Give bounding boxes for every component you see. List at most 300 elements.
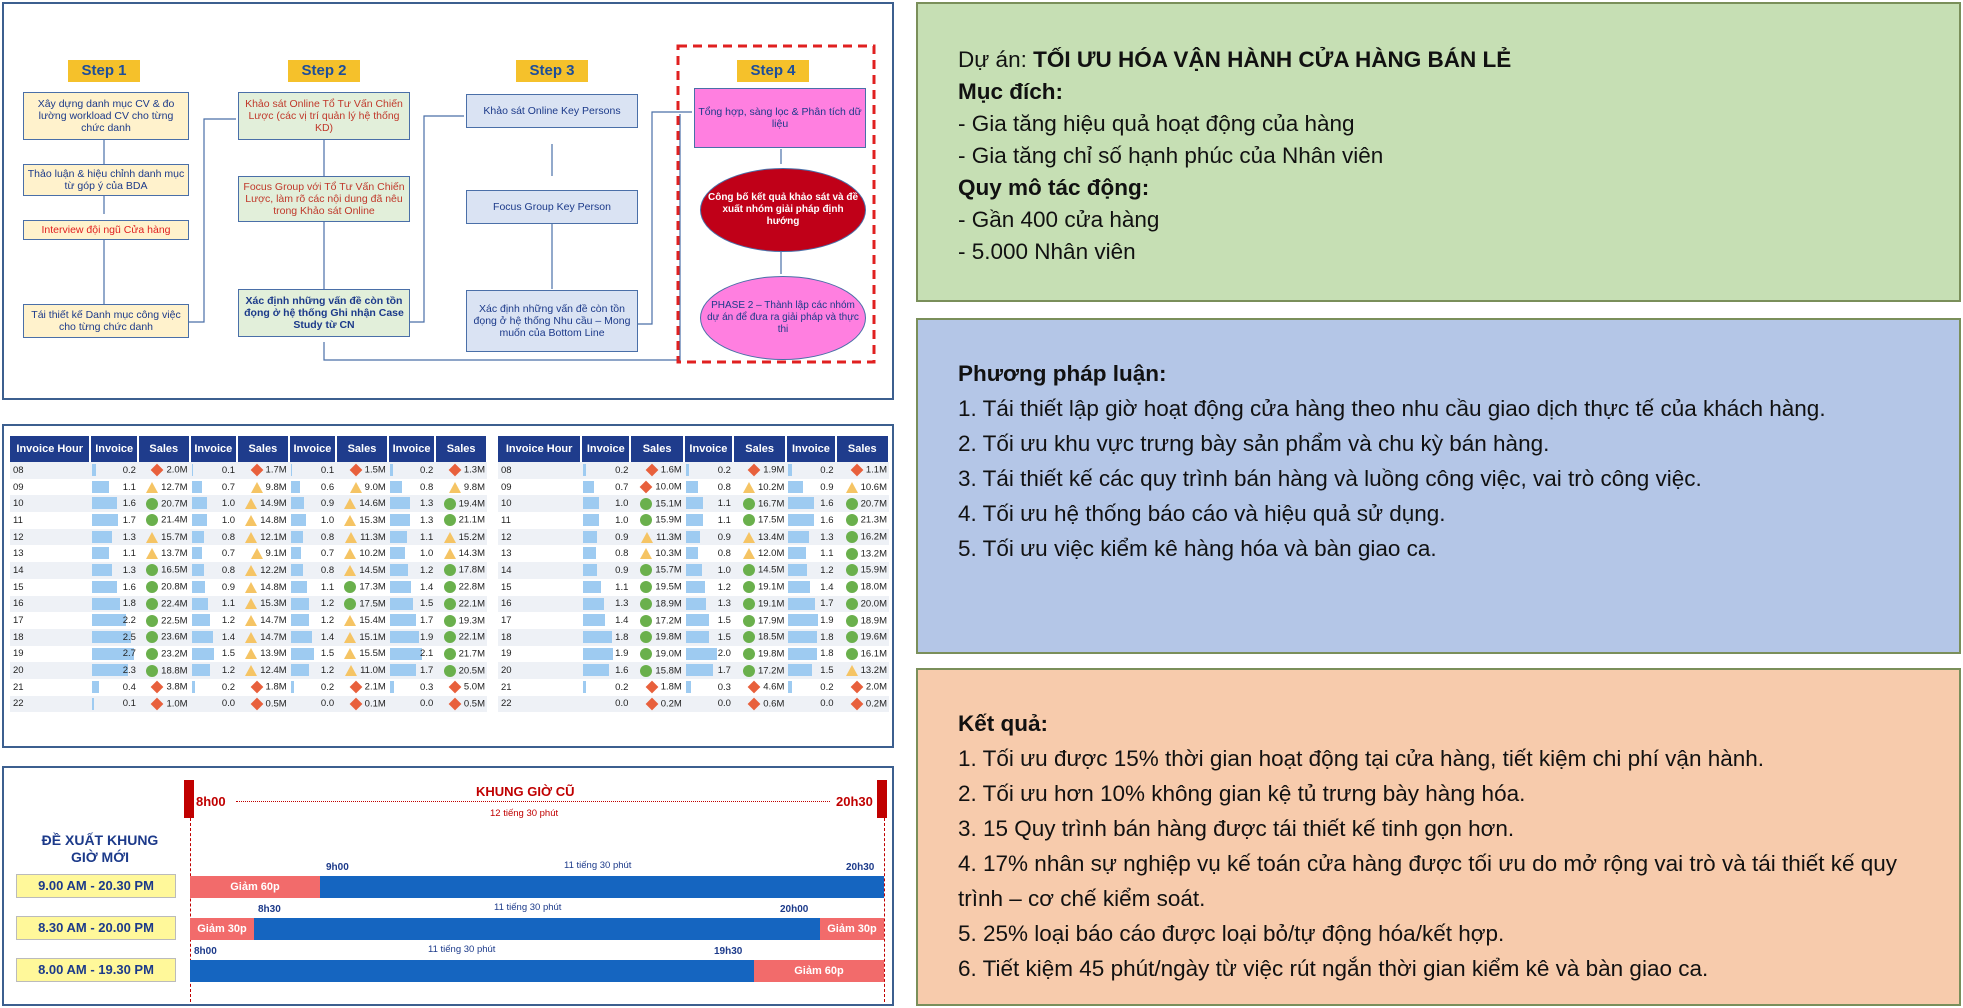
- sales-cell: 14.8M: [237, 579, 289, 596]
- hour-cell: 20: [10, 662, 90, 679]
- sales-cell: 20.5M: [435, 662, 487, 679]
- invoice-cell: 1.5: [289, 646, 336, 663]
- step4-oval-phase2: PHASE 2 – Thành lập các nhóm dự án để đưa ra giải pháp và thực thi: [700, 276, 866, 360]
- high-circle-icon: [146, 598, 158, 610]
- high-circle-icon: [743, 498, 755, 510]
- sales-cell: 11.3M: [336, 529, 388, 546]
- low-diamond-icon: [151, 681, 164, 694]
- invoice-bar: [92, 564, 112, 576]
- mid-triangle-icon: [245, 565, 257, 576]
- high-circle-icon: [444, 498, 456, 510]
- invoice-cell: 0.2: [289, 679, 336, 696]
- end-guide: [884, 818, 885, 1002]
- invoice-cell: 1.3: [388, 512, 435, 529]
- mid-triangle-icon: [344, 498, 356, 509]
- invoice-bar: [583, 681, 586, 693]
- invoice-cell: 1.9: [581, 646, 630, 663]
- step3-box-2: Focus Group Key Person: [466, 190, 638, 224]
- sales-cell: 15.9M: [836, 562, 890, 579]
- sales-cell: 3.8M: [138, 679, 190, 696]
- invoice-bar: [686, 631, 710, 643]
- sales-cell: 21.4M: [138, 512, 190, 529]
- table-row: [10, 679, 487, 696]
- step1-box-1: Xây dựng danh mục CV & đo lường workload CV cho từng chức danh: [23, 92, 189, 140]
- invoice-cell: 0.9: [684, 529, 733, 546]
- hour-cell: 15: [13, 581, 24, 593]
- sales-cell: 12.2M: [237, 562, 289, 579]
- sales-cell: 14.5M: [336, 562, 388, 579]
- option-1-duration: 11 tiếng 30 phút: [564, 860, 632, 871]
- invoice-bar: [788, 581, 810, 593]
- sales-cell: 1.8M: [630, 679, 683, 696]
- invoice-bar: [788, 481, 802, 493]
- table-header: Invoice Hour: [498, 436, 581, 462]
- hour-cell: 21: [13, 681, 24, 693]
- invoice-cell: 0.9: [786, 479, 835, 496]
- low-diamond-icon: [250, 681, 263, 694]
- invoice-bar: [92, 681, 98, 693]
- invoice-bar: [92, 614, 126, 626]
- invoice-cell: 0.8: [388, 479, 435, 496]
- mid-triangle-icon: [245, 582, 257, 593]
- result-item: 2. Tối ưu hơn 10% không gian kệ tủ trưng bày hàng hóa.: [958, 781, 1526, 806]
- method-item: 3. Tái thiết kế các quy trình bán hàng và luồng công việc, vai trò công việc.: [958, 466, 1702, 491]
- high-circle-icon: [846, 531, 858, 543]
- table-row: [10, 545, 487, 562]
- invoice-bar: [390, 664, 416, 676]
- high-circle-icon: [444, 514, 456, 526]
- table-row: [10, 462, 487, 479]
- invoice-cell: 0.9: [581, 529, 630, 546]
- hour-cell: 12: [10, 529, 90, 546]
- invoice-cell: 2.5: [90, 629, 137, 646]
- high-circle-icon: [846, 598, 858, 610]
- table-row: [10, 479, 487, 496]
- hour-cell: 19: [501, 648, 512, 660]
- table-row: [498, 629, 889, 646]
- invoice-bar: [390, 581, 411, 593]
- mid-triangle-icon: [245, 665, 257, 676]
- invoice-bar: [92, 698, 94, 710]
- sales-cell: 16.5M: [138, 562, 190, 579]
- invoice-bar: [788, 514, 813, 526]
- old-hours-title: KHUNG GIỜ CŨ: [476, 784, 575, 799]
- invoice-bar: [291, 497, 305, 509]
- project-title: TỐI ƯU HÓA VẬN HÀNH CỬA HÀNG BÁN LẺ: [1033, 47, 1512, 72]
- invoice-bar: [788, 531, 809, 543]
- sales-cell: 9.1M: [237, 545, 289, 562]
- hour-cell: 20: [498, 662, 581, 679]
- high-circle-icon: [146, 514, 158, 526]
- invoice-bar: [686, 681, 691, 693]
- invoice-bar: [291, 547, 302, 559]
- invoice-cell: 0.2: [786, 462, 835, 479]
- result-item: 6. Tiết kiệm 45 phút/ngày từ việc rút ngắn thời gian kiểm kê và bàn giao ca.: [958, 956, 1709, 981]
- mid-triangle-icon: [245, 515, 257, 526]
- scale-item: - Gần 400 cửa hàng: [958, 207, 1160, 232]
- sales-cell: 14.6M: [336, 495, 388, 512]
- table-header: Invoice: [684, 436, 733, 462]
- low-diamond-icon: [851, 464, 864, 477]
- table-row: [498, 512, 889, 529]
- invoice-bar: [192, 514, 207, 526]
- sales-table-right: [498, 436, 890, 712]
- sales-cell: 18.9M: [630, 596, 683, 613]
- invoice-cell: 0.2: [190, 679, 237, 696]
- low-diamond-icon: [151, 464, 164, 477]
- sales-cell: 14.5M: [733, 562, 786, 579]
- invoice-bar: [291, 648, 314, 660]
- high-circle-icon: [846, 548, 858, 560]
- invoice-bar: [291, 614, 309, 626]
- old-start-marker: [184, 780, 194, 818]
- invoice-bar: [390, 514, 410, 526]
- invoice-cell: 0.2: [684, 462, 733, 479]
- invoice-bar: [390, 531, 407, 543]
- high-circle-icon: [146, 648, 158, 660]
- invoice-cell: 1.2: [388, 562, 435, 579]
- invoice-cell: 1.5: [786, 662, 835, 679]
- invoice-bar: [192, 598, 209, 610]
- invoice-bar: [788, 631, 816, 643]
- option-3-start: 8h00: [194, 946, 217, 957]
- invoice-bar: [686, 497, 703, 509]
- hour-cell: 19: [13, 648, 24, 660]
- invoice-bar: [686, 514, 703, 526]
- invoice-bar: [390, 497, 410, 509]
- invoice-cell: 0.7: [190, 479, 237, 496]
- sales-cell: 10.3M: [630, 545, 683, 562]
- low-diamond-icon: [250, 698, 263, 711]
- option-1-end: 20h30: [846, 862, 875, 873]
- invoice-cell: 1.3: [388, 495, 435, 512]
- table-row: [498, 646, 889, 663]
- hour-cell: 08: [10, 462, 90, 479]
- invoice-bar: [192, 547, 203, 559]
- invoice-cell: 1.1: [90, 545, 137, 562]
- table-row: [498, 579, 889, 596]
- option-2-start: 8h30: [258, 904, 281, 915]
- invoice-bar: [583, 614, 605, 626]
- invoice-cell: 0.0: [786, 696, 835, 713]
- invoice-cell: 0.8: [190, 529, 237, 546]
- high-circle-icon: [743, 615, 755, 627]
- sales-cell: 2.0M: [836, 679, 890, 696]
- table-row: [498, 545, 889, 562]
- low-diamond-icon: [748, 698, 761, 711]
- invoice-cell: 1.7: [90, 512, 137, 529]
- high-circle-icon: [846, 514, 858, 526]
- mid-triangle-icon: [640, 548, 652, 559]
- high-circle-icon: [640, 514, 652, 526]
- low-diamond-icon: [151, 698, 164, 711]
- invoice-cell: 0.8: [684, 545, 733, 562]
- sales-cell: 15.2M: [435, 529, 487, 546]
- invoice-bar: [92, 481, 109, 493]
- low-diamond-icon: [748, 464, 761, 477]
- invoice-cell: 1.6: [90, 579, 137, 596]
- sales-cell: 22.8M: [435, 579, 487, 596]
- invoice-bar: [390, 631, 419, 643]
- hour-cell: 09: [13, 481, 24, 493]
- invoice-cell: 0.8: [289, 562, 336, 579]
- mid-triangle-icon: [743, 532, 755, 543]
- low-diamond-icon: [449, 681, 462, 694]
- invoice-bar: [192, 664, 210, 676]
- high-circle-icon: [640, 498, 652, 510]
- sales-cell: 21.1M: [435, 512, 487, 529]
- invoice-cell: 1.1: [786, 545, 835, 562]
- invoice-cell: 1.7: [684, 662, 733, 679]
- high-circle-icon: [743, 631, 755, 643]
- invoice-cell: 0.2: [581, 679, 630, 696]
- invoice-cell: 1.5: [190, 646, 237, 663]
- invoice-bar: [686, 648, 718, 660]
- invoice-bar: [583, 664, 608, 676]
- invoice-cell: 1.0: [190, 512, 237, 529]
- old-end-marker: [877, 780, 887, 818]
- method-item: 4. Tối ưu hệ thống báo cáo và hiệu quả sử dụng.: [958, 501, 1446, 526]
- table-header: Sales: [138, 436, 190, 462]
- invoice-cell: 1.5: [684, 612, 733, 629]
- sales-cell: 16.1M: [836, 646, 890, 663]
- invoice-cell: 1.6: [90, 495, 137, 512]
- sales-cell: 9.8M: [237, 479, 289, 496]
- invoice-bar: [686, 547, 699, 559]
- invoice-cell: 0.9: [581, 562, 630, 579]
- high-circle-icon: [846, 581, 858, 593]
- invoice-cell: 1.2: [289, 596, 336, 613]
- high-circle-icon: [743, 598, 755, 610]
- invoice-cell: 0.0: [190, 696, 237, 713]
- mid-triangle-icon: [245, 632, 257, 643]
- method-item: 5. Tối ưu việc kiểm kê hàng hóa và bàn giao ca.: [958, 536, 1437, 561]
- invoice-bar: [92, 497, 116, 509]
- hour-cell: 13: [13, 548, 24, 560]
- high-circle-icon: [444, 665, 456, 677]
- table-header: Invoice: [786, 436, 835, 462]
- invoice-bar: [686, 614, 710, 626]
- invoice-cell: 1.7: [388, 662, 435, 679]
- invoice-bar: [390, 648, 422, 660]
- option-3-duration: 11 tiếng 30 phút: [428, 944, 496, 955]
- invoice-cell: 1.6: [786, 512, 835, 529]
- option-1-bar: [320, 876, 884, 898]
- invoice-bar: [686, 664, 713, 676]
- sales-cell: 19.0M: [630, 646, 683, 663]
- sales-cell: 14.9M: [237, 495, 289, 512]
- sales-cell: 13.4M: [733, 529, 786, 546]
- sales-cell: 19.6M: [836, 629, 890, 646]
- sales-cell: 2.1M: [336, 679, 388, 696]
- invoice-bar: [92, 531, 112, 543]
- step1-box-3: Interview đội ngũ Cửa hàng: [23, 220, 189, 240]
- mid-triangle-icon: [344, 648, 356, 659]
- table-header: Invoice: [388, 436, 435, 462]
- high-circle-icon: [344, 581, 356, 593]
- invoice-bar: [686, 464, 689, 476]
- sales-cell: 15.7M: [630, 562, 683, 579]
- invoice-cell: 0.0: [684, 696, 733, 713]
- hour-cell: 16: [498, 596, 581, 613]
- mid-triangle-icon: [146, 532, 158, 543]
- table-row: [498, 596, 889, 613]
- invoice-cell: 2.1: [388, 646, 435, 663]
- result-item: 4. 17% nhân sự nghiệp vụ kế toán cửa hàng được tối ưu do mở rộng vai trò và tái thiết kế quy trình – cơ chế kiểm soát.: [958, 851, 1898, 911]
- invoice-cell: 0.2: [581, 462, 630, 479]
- sales-cell: 10.0M: [630, 479, 683, 496]
- high-circle-icon: [444, 615, 456, 627]
- mid-triangle-icon: [344, 615, 356, 626]
- hour-cell: 13: [501, 548, 512, 560]
- mid-triangle-icon: [444, 532, 456, 543]
- step4-box-1: Tổng hợp, sàng lọc & Phân tích dữ liệu: [694, 88, 866, 148]
- invoice-bar: [390, 547, 405, 559]
- invoice-cell: 1.5: [388, 596, 435, 613]
- mid-triangle-icon: [641, 532, 653, 543]
- project-prefix: Dự án:: [958, 47, 1034, 72]
- results-box: [916, 668, 1961, 1006]
- invoice-cell: 0.6: [289, 479, 336, 496]
- option-3-label: 8.00 AM - 19.30 PM: [16, 958, 176, 982]
- step4-oval-results: Công bố kết quả khảo sát và đề xuất nhóm giải pháp định hướng: [700, 168, 866, 252]
- invoice-cell: 0.2: [786, 679, 835, 696]
- sales-cell: 14.3M: [435, 545, 487, 562]
- invoice-cell: 1.0: [684, 562, 733, 579]
- sales-cell: 1.7M: [237, 462, 289, 479]
- invoice-cell: 1.9: [388, 629, 435, 646]
- old-duration: 12 tiếng 30 phút: [490, 808, 559, 819]
- sales-cell: 20.0M: [836, 596, 890, 613]
- sales-cell: 12.0M: [733, 545, 786, 562]
- invoice-bar: [583, 564, 597, 576]
- invoice-cell: 1.0: [388, 545, 435, 562]
- invoice-cell: 1.7: [388, 612, 435, 629]
- invoice-cell: 0.1: [289, 462, 336, 479]
- steps-panel: [2, 2, 894, 400]
- invoice-cell: 1.6: [786, 495, 835, 512]
- sales-cell: 17.8M: [435, 562, 487, 579]
- sales-cell: 12.4M: [237, 662, 289, 679]
- invoice-bar: [192, 631, 213, 643]
- low-diamond-icon: [449, 464, 462, 477]
- sales-cell: 23.6M: [138, 629, 190, 646]
- purpose-heading: Mục đích:: [958, 79, 1063, 104]
- invoice-bar: [583, 531, 597, 543]
- sales-cell: 18.9M: [836, 612, 890, 629]
- table-header: Sales: [733, 436, 786, 462]
- invoice-bar: [583, 648, 613, 660]
- invoice-bar: [583, 497, 599, 509]
- step-3-label: Step 3: [516, 60, 588, 82]
- opening-hours-panel: [2, 766, 894, 1006]
- sales-cell: 19.3M: [435, 612, 487, 629]
- invoice-bar: [583, 514, 599, 526]
- table-row: [498, 662, 889, 679]
- invoice-cell: 1.8: [786, 629, 835, 646]
- invoice-cell: 1.3: [581, 596, 630, 613]
- invoice-bar: [291, 631, 312, 643]
- sales-cell: 14.8M: [237, 512, 289, 529]
- table-header: Invoice: [289, 436, 336, 462]
- old-start-time: 8h00: [196, 794, 226, 809]
- sales-cell: 20.7M: [138, 495, 190, 512]
- invoice-cell: 0.1: [190, 462, 237, 479]
- high-circle-icon: [640, 581, 652, 593]
- sales-cell: 19.4M: [435, 495, 487, 512]
- table-row: [10, 529, 487, 546]
- invoice-cell: 0.0: [388, 696, 435, 713]
- invoice-cell: 1.3: [786, 529, 835, 546]
- high-circle-icon: [640, 631, 652, 643]
- invoice-bar: [291, 664, 309, 676]
- mid-triangle-icon: [344, 632, 356, 643]
- sales-cell: 22.5M: [138, 612, 190, 629]
- invoice-bar: [788, 598, 815, 610]
- hour-cell: 11: [501, 514, 511, 526]
- invoice-bar: [583, 598, 604, 610]
- high-circle-icon: [743, 648, 755, 660]
- invoice-bar: [192, 648, 215, 660]
- table-row: [498, 612, 889, 629]
- sales-cell: 0.2M: [836, 696, 890, 713]
- invoice-bar: [788, 614, 818, 626]
- mid-triangle-icon: [344, 548, 356, 559]
- sales-cell: 16.2M: [836, 529, 890, 546]
- sales-cell: 15.3M: [336, 512, 388, 529]
- old-end-time: 20h30: [836, 794, 873, 809]
- table-row: [10, 696, 487, 713]
- step3-box-1: Khảo sát Online Key Persons: [466, 94, 638, 128]
- sales-cell: 0.5M: [435, 696, 487, 713]
- sales-cell: 20.7M: [836, 495, 890, 512]
- sales-cell: 9.8M: [435, 479, 487, 496]
- low-diamond-icon: [250, 464, 263, 477]
- invoice-bar: [291, 681, 294, 693]
- option-2-label: 8.30 AM - 20.00 PM: [16, 916, 176, 940]
- invoice-cell: 1.0: [190, 495, 237, 512]
- sales-cell: 15.1M: [336, 629, 388, 646]
- low-diamond-icon: [645, 681, 658, 694]
- table-row: [498, 679, 889, 696]
- high-circle-icon: [146, 665, 158, 677]
- mid-triangle-icon: [444, 548, 456, 559]
- table-row: [10, 512, 487, 529]
- high-circle-icon: [743, 665, 755, 677]
- invoice-cell: 0.9: [289, 495, 336, 512]
- table-header: Sales: [836, 436, 890, 462]
- high-circle-icon: [640, 648, 652, 660]
- sales-cell: 10.6M: [836, 479, 890, 496]
- sales-cell: 11.3M: [630, 529, 683, 546]
- low-diamond-icon: [349, 698, 362, 711]
- invoice-cell: 1.4: [581, 612, 630, 629]
- invoice-cell: 1.2: [684, 579, 733, 596]
- invoice-bar: [390, 481, 402, 493]
- hour-cell: 12: [498, 529, 581, 546]
- high-circle-icon: [743, 514, 755, 526]
- invoice-cell: 1.3: [684, 596, 733, 613]
- invoice-cell: 1.0: [289, 512, 336, 529]
- invoice-bar: [583, 547, 596, 559]
- high-circle-icon: [640, 665, 652, 677]
- sales-cell: 15.1M: [630, 495, 683, 512]
- high-circle-icon: [444, 648, 456, 660]
- hour-cell: 18: [498, 629, 581, 646]
- option-2-cut-right: Giảm 30p: [820, 918, 884, 940]
- sales-cell: 15.4M: [336, 612, 388, 629]
- step2-box-1: Khảo sát Online Tổ Tư Vấn Chiến Lược (các vị trí quản lý hệ thống KD): [238, 92, 410, 140]
